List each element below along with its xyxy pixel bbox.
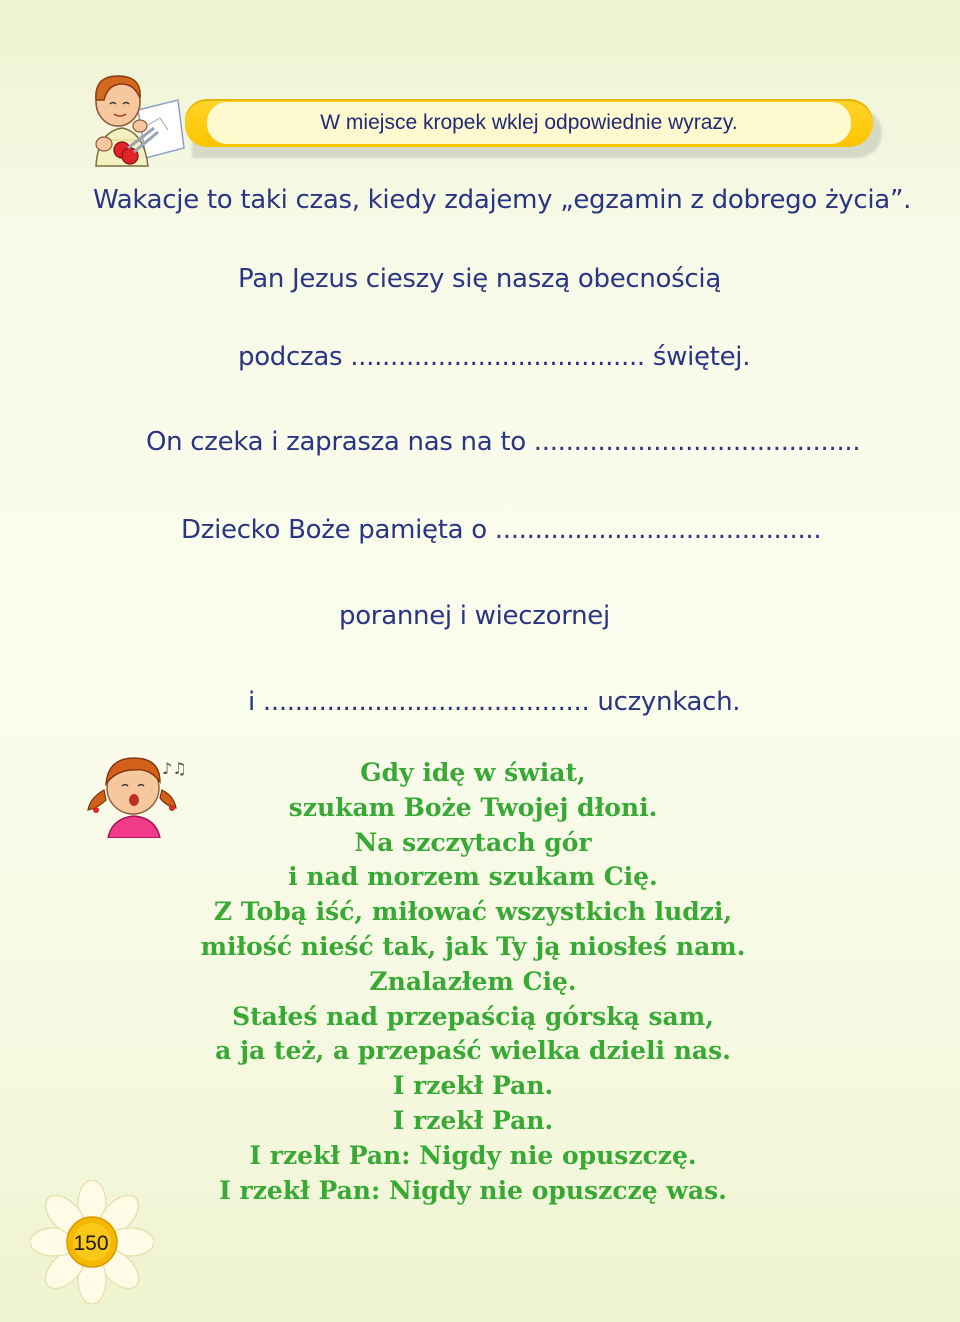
exercise-line-7: i ......................................... uczynkach. <box>248 687 741 717</box>
song-line: szukam Boże Twojej dłoni. <box>288 792 658 822</box>
boy-with-scissors-icon <box>78 70 188 170</box>
exercise-line-2: Pan Jezus cieszy się naszą obecnością <box>238 264 721 294</box>
exercise-line-3: podczas ..................................... świętej. <box>238 342 751 372</box>
song-line: I rzekł Pan. <box>392 1071 554 1101</box>
song-line: miłość nieść tak, jak Ty ją niosłeś nam. <box>200 931 746 961</box>
exercise-line-6: porannej i wieczornej <box>339 601 610 631</box>
exercise-line-5: Dziecko Boże pamięta o ......................................... <box>181 515 822 545</box>
song-line: i nad morzem szukam Cię. <box>288 862 658 892</box>
instruction-text: W miejsce kropek wklej odpowiednie wyrazy. <box>320 111 738 134</box>
exercise-line-1: Wakacje to taki czas, kiedy zdajemy „egzamin z dobrego życia”. <box>93 185 912 215</box>
song-line: I rzekł Pan: Nigdy nie opuszczę was. <box>219 1175 727 1205</box>
instruction-banner <box>185 99 873 147</box>
song-lyrics <box>0 756 946 1208</box>
song-line: Na szczytach gór <box>354 827 592 857</box>
song-line: Gdy idę w świat, <box>360 758 586 787</box>
exercise-line-4: On czeka i zaprasza nas na to ......................................... <box>146 427 861 457</box>
instruction-banner-inner <box>207 102 851 144</box>
song-line: I rzekł Pan: Nigdy nie opuszczę. <box>249 1140 697 1170</box>
song-line: I rzekł Pan. <box>392 1105 554 1135</box>
song-line: Z Tobą iść, miłować wszystkich ludzi, <box>213 897 733 927</box>
page-number: 150 <box>73 1232 109 1255</box>
svg-text:♪♫: ♪♫ <box>162 759 187 778</box>
song-line: a ja też, a przepaść wielka dzieli nas. <box>215 1036 731 1066</box>
song-line: Znalazłem Cię. <box>369 966 577 996</box>
song-line: Stałeś nad przepaścią górską sam, <box>232 1001 714 1031</box>
